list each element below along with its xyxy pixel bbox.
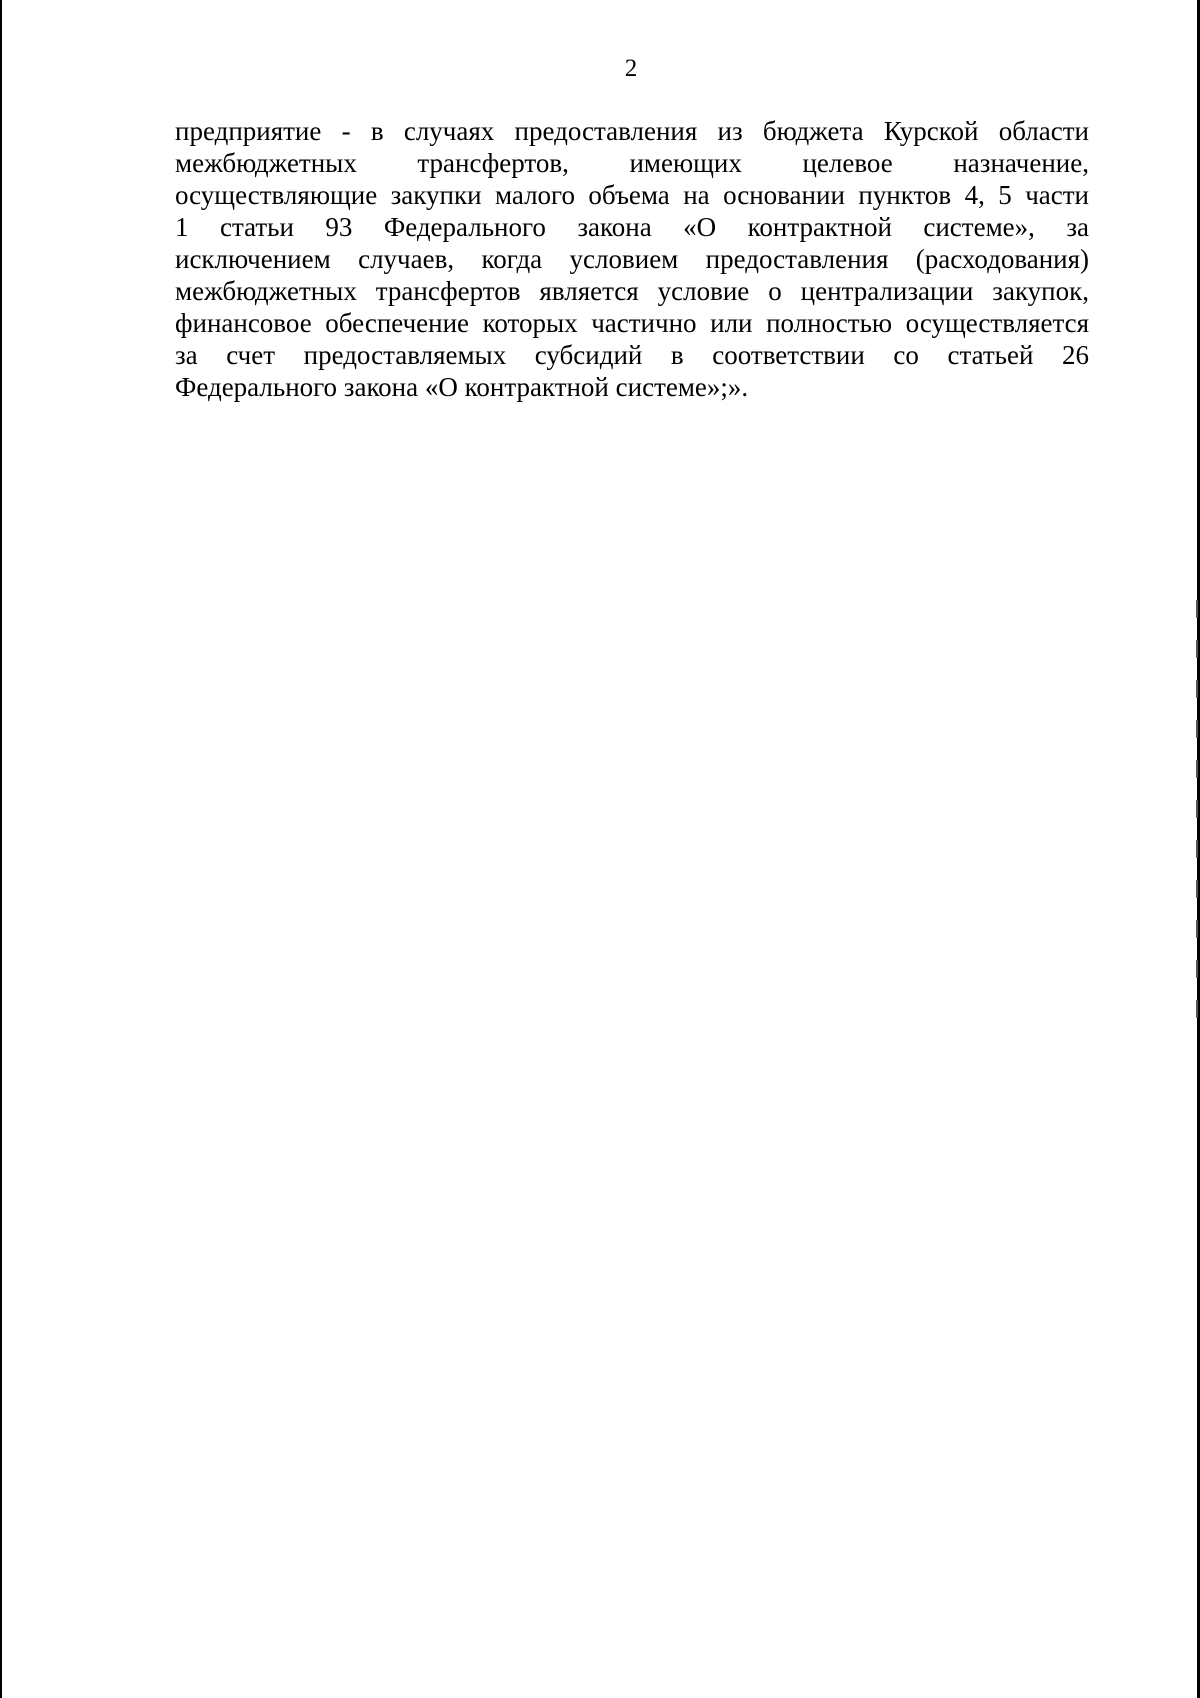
page-number: 2 — [624, 55, 638, 82]
scan-border-left — [0, 0, 2, 1698]
paragraph-line-last: Федерального закона «О контрактной системе»;». — [175, 372, 749, 402]
paragraph-line: межбюджетных трансфертов, имеющих целевое назначение, — [175, 148, 1089, 178]
scan-border-mark — [1196, 600, 1198, 1030]
paragraph-line: исключением случаев, когда условием предоставления (расходования) — [175, 244, 1089, 274]
paragraph-line: межбюджетных трансфертов является условие о централизации закупок, — [175, 276, 1089, 306]
paragraph-line: за счет предоставляемых субсидий в соответствии со статьей 26 — [175, 340, 1089, 370]
paragraph-line: осуществляющие закупки малого объема на основании пунктов 4, 5 части — [175, 180, 1089, 210]
body-paragraph — [175, 115, 1089, 403]
paragraph-line: финансовое обеспечение которых частично или полностью осуществляется — [175, 308, 1089, 338]
paragraph-line: 1 статьи 93 Федерального закона «О контрактной системе», за — [175, 212, 1089, 242]
paragraph-line: предприятие - в случаях предоставления из бюджета Курской области — [175, 116, 1089, 146]
